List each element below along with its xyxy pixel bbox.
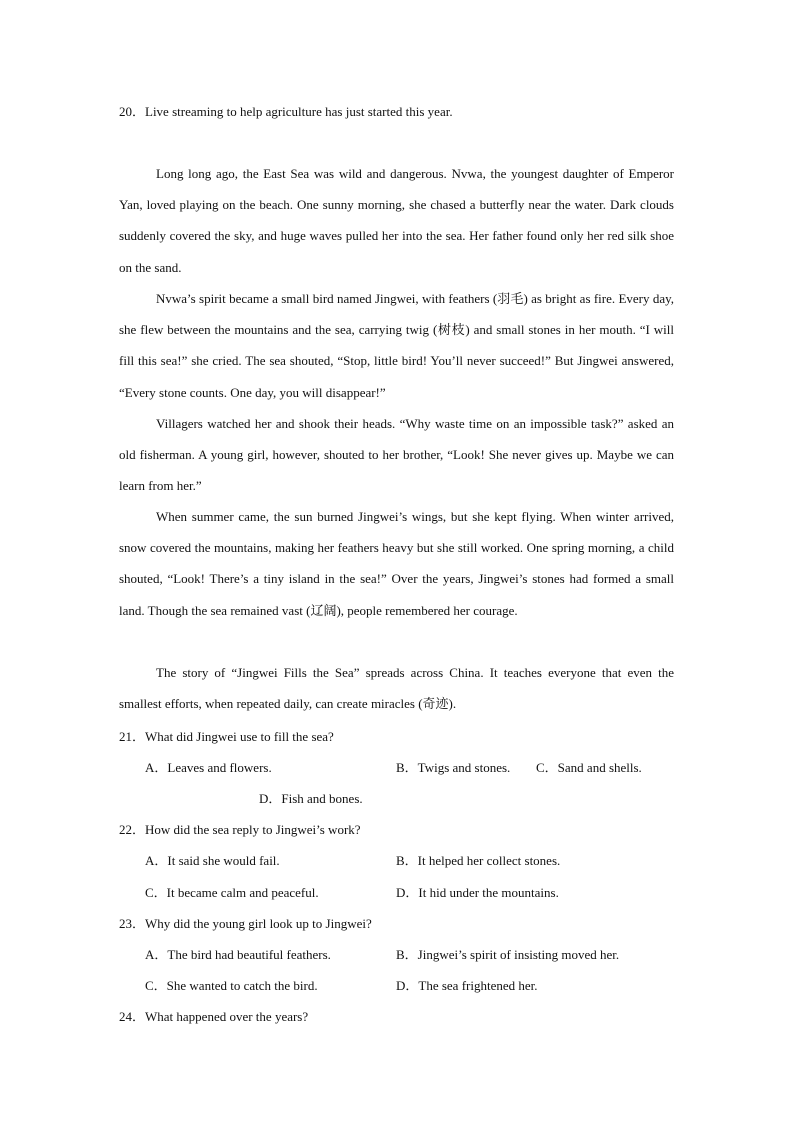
question-21-option-b[interactable]: B．Twigs and stones. [396, 760, 511, 775]
passage-paragraph-3: Villagers watched her and shook their heads. “Why waste time on an impossible task?” asked an old fisherman. A young girl, however, shouted to her brother, “Look! She never gives up. Maybe we can learn from her.” [119, 416, 674, 494]
question-21-stem: 21．What did Jingwei use to fill the sea? [119, 729, 334, 744]
question-22-option-c[interactable]: C．It became calm and peaceful. [145, 885, 319, 900]
question-21-option-a[interactable]: A．Leaves and flowers. [145, 760, 272, 775]
passage-paragraph-2: Nvwa’s spirit became a small bird named Jingwei, with feathers (羽毛) as bright as fire. Every day, she flew between the mountains and the sea, carrying twig (树枝) and small stones in her mouth. “I will fill this sea!” she cried. The sea shouted, “Stop, little bird! You’ll never succeed!” But Jingwei answered, “Every stone counts. One day, you will disappear!” [119, 291, 674, 400]
question-23-option-a[interactable]: A．The bird had beautiful feathers. [145, 947, 331, 962]
question-23-option-c[interactable]: C．She wanted to catch the bird. [145, 978, 318, 993]
passage-paragraph-4: When summer came, the sun burned Jingwei’s wings, but she kept flying. When winter arrived, snow covered the mountains, making her feathers heavy but she still worked. One spring morning, a child shouted, “Look! There’s a tiny island in the sea!” Over the years, Jingwei’s stones had formed a small land. Though the sea remained vast (辽阔), people remembered her courage. [119, 509, 674, 618]
passage-paragraph-1: Long long ago, the East Sea was wild and dangerous. Nvwa, the youngest daughter of Emperor Yan, loved playing on the beach. One sunny morning, she chased a butterfly near the water. Dark clouds suddenly covered the sky, and huge waves pulled her into the sea. Her father found only her red silk shoe on the sand. [119, 166, 674, 275]
question-23-option-b[interactable]: B．Jingwei’s spirit of insisting moved her. [396, 947, 620, 962]
question-23-option-d[interactable]: D．The sea frightened her. [396, 978, 538, 993]
question-22-stem: 22．How did the sea reply to Jingwei’s work? [119, 822, 361, 837]
question-22-option-b[interactable]: B．It helped her collect stones. [396, 853, 561, 868]
question-24-stem: 24．What happened over the years? [119, 1009, 309, 1024]
passage-paragraph-5: The story of “Jingwei Fills the Sea” spreads across China. It teaches everyone that even the smallest efforts, when repeated daily, can create miracles (奇迹). [119, 665, 674, 712]
question-20: 20．Live streaming to help agriculture has just started this year. [119, 104, 453, 119]
question-21-option-c[interactable]: C．Sand and shells. [536, 760, 642, 775]
question-22-option-d[interactable]: D．It hid under the mountains. [396, 885, 559, 900]
question-22-option-a[interactable]: A．It said she would fail. [145, 853, 280, 868]
question-23-stem: 23．Why did the young girl look up to Jingwei? [119, 916, 372, 931]
question-21-option-d[interactable]: D．Fish and bones. [259, 791, 363, 806]
